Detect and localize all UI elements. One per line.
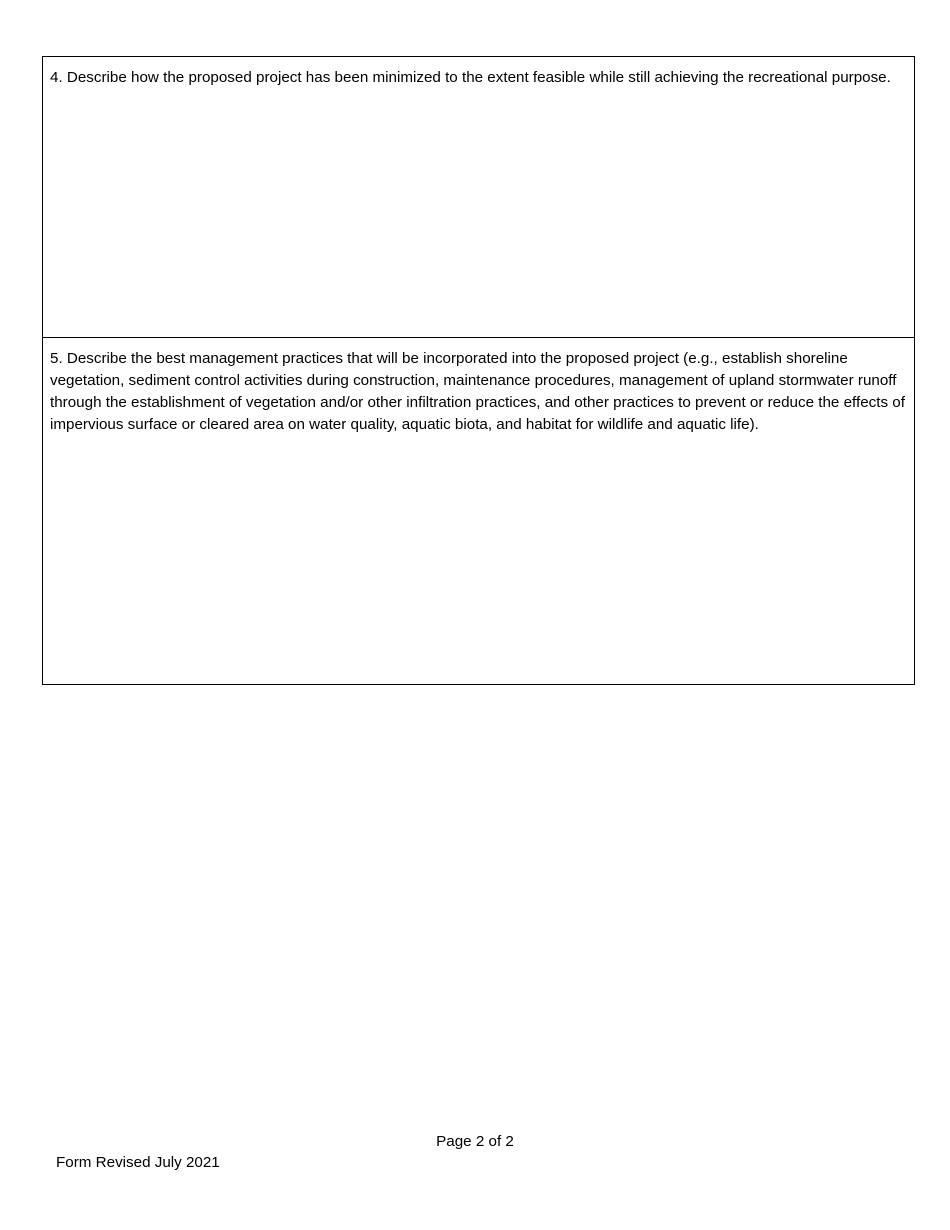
question-4-text: 4. Describe how the proposed project has been minimized to the extent feasible while still achieving the recreational purpose. bbox=[50, 69, 891, 86]
page-number: Page 2 of 2 bbox=[436, 1133, 514, 1150]
form-revision-note: Form Revised July 2021 bbox=[56, 1154, 220, 1171]
form-table bbox=[42, 56, 915, 685]
question-5-text: 5. Describe the best management practices that will be incorporated into the proposed project (e.g., establish shoreline vegetation, sediment control activities during construction, maintenance procedures, management of upland stormwater runoff through the establishment of vegetation and/or other infiltration practices, and other practices to prevent or reduce the effects of impervious surface or cleared area on water quality, aquatic biota, and habitat for wildlife and aquatic life). bbox=[50, 350, 905, 433]
question-4-cell[interactable] bbox=[43, 57, 914, 338]
question-5-cell[interactable] bbox=[43, 338, 914, 684]
